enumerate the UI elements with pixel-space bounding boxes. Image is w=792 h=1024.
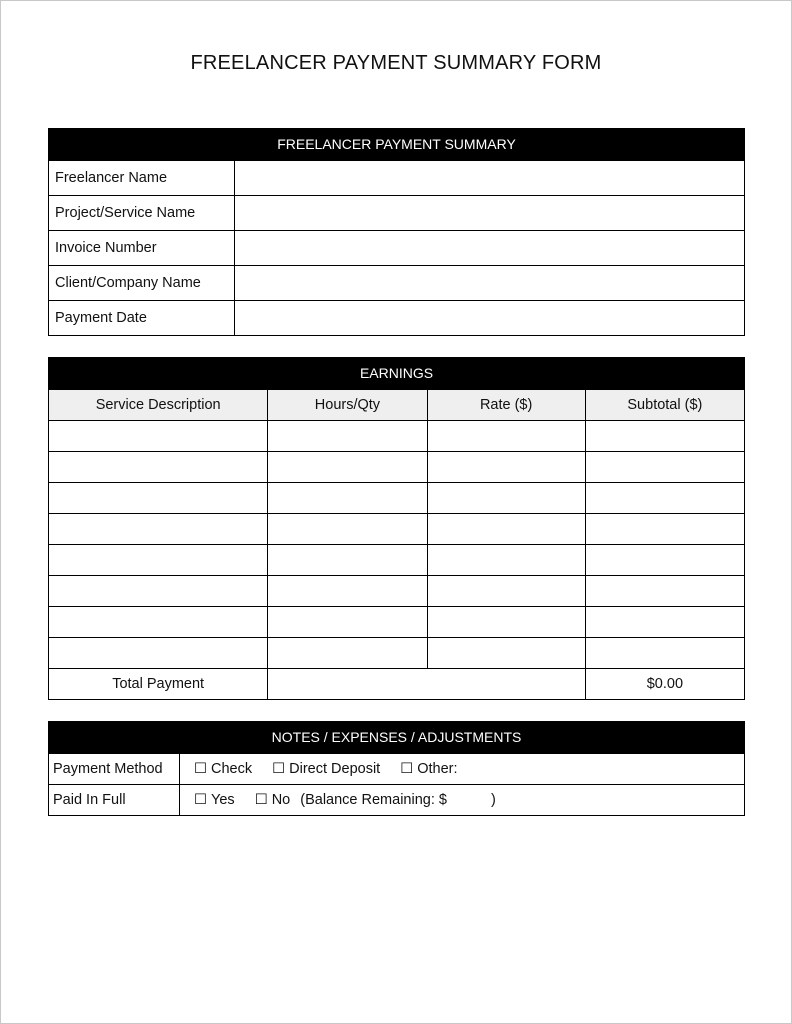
client-name-field[interactable]	[235, 266, 745, 301]
option-label: Yes	[211, 792, 235, 808]
earnings-row	[49, 607, 745, 638]
earnings-row	[49, 421, 745, 452]
hours-qty-cell[interactable]	[268, 545, 427, 576]
rate-cell[interactable]	[427, 483, 585, 514]
earnings-row	[49, 452, 745, 483]
summary-row	[49, 266, 745, 301]
rate-cell[interactable]	[427, 607, 585, 638]
summary-row	[49, 161, 745, 196]
rate-cell[interactable]	[427, 421, 585, 452]
subtotal-cell[interactable]	[585, 421, 744, 452]
paid-in-full-options	[180, 785, 745, 816]
check-option[interactable]	[194, 761, 252, 777]
column-header: Service Description	[49, 390, 268, 421]
subtotal-cell[interactable]	[585, 545, 744, 576]
summary-table	[48, 160, 745, 336]
payment-method-options	[180, 754, 745, 785]
subtotal-cell[interactable]	[585, 607, 744, 638]
option-label: Other:	[417, 761, 458, 777]
field-label: Freelancer Name	[49, 161, 235, 196]
option-label: Check	[211, 761, 253, 777]
earnings-row	[49, 576, 745, 607]
service-description-cell[interactable]	[49, 514, 268, 545]
subtotal-cell[interactable]	[585, 483, 744, 514]
summary-section	[48, 128, 745, 336]
hours-qty-cell[interactable]	[268, 607, 427, 638]
paid-in-full-row	[49, 785, 745, 816]
earnings-table	[48, 389, 745, 700]
balance-close-paren: )	[490, 792, 496, 808]
field-label: Project/Service Name	[49, 196, 235, 231]
column-header: Hours/Qty	[268, 390, 427, 421]
subtotal-cell[interactable]	[585, 576, 744, 607]
summary-row	[49, 231, 745, 266]
hours-qty-cell[interactable]	[268, 421, 427, 452]
rate-cell[interactable]	[427, 576, 585, 607]
service-description-cell[interactable]	[49, 545, 268, 576]
earnings-row	[49, 483, 745, 514]
hours-qty-cell[interactable]	[268, 483, 427, 514]
rate-cell[interactable]	[427, 452, 585, 483]
field-label: Invoice Number	[49, 231, 235, 266]
rate-cell[interactable]	[427, 638, 585, 669]
service-description-cell[interactable]	[49, 483, 268, 514]
total-payment-value: $0.00	[585, 669, 744, 700]
freelancer-name-field[interactable]	[235, 161, 745, 196]
project-name-field[interactable]	[235, 196, 745, 231]
notes-section	[48, 721, 745, 816]
field-label: Client/Company Name	[49, 266, 235, 301]
yes-option[interactable]	[194, 792, 235, 808]
checkbox-icon[interactable]: ☐	[194, 761, 207, 777]
paid-in-full-label: Paid In Full	[49, 785, 180, 816]
no-option[interactable]	[255, 792, 291, 808]
subtotal-cell[interactable]	[585, 452, 744, 483]
subtotal-cell[interactable]	[585, 514, 744, 545]
field-label: Payment Date	[49, 301, 235, 336]
direct-deposit-option[interactable]	[272, 761, 380, 777]
service-description-cell[interactable]	[49, 452, 268, 483]
total-payment-label: Total Payment	[49, 669, 268, 700]
service-description-cell[interactable]	[49, 638, 268, 669]
column-header: Subtotal ($)	[585, 390, 744, 421]
summary-row	[49, 301, 745, 336]
invoice-number-field[interactable]	[235, 231, 745, 266]
earnings-column-headers	[49, 390, 745, 421]
summary-row	[49, 196, 745, 231]
rate-cell[interactable]	[427, 545, 585, 576]
total-blank-cell	[268, 669, 585, 700]
notes-table	[48, 753, 745, 816]
column-header: Rate ($)	[427, 390, 585, 421]
hours-qty-cell[interactable]	[268, 638, 427, 669]
summary-header: FREELANCER PAYMENT SUMMARY	[48, 128, 745, 160]
payment-method-row	[49, 754, 745, 785]
earnings-row	[49, 545, 745, 576]
hours-qty-cell[interactable]	[268, 576, 427, 607]
subtotal-cell[interactable]	[585, 638, 744, 669]
hours-qty-cell[interactable]	[268, 452, 427, 483]
balance-remaining-text: (Balance Remaining: $	[300, 792, 447, 808]
checkbox-icon[interactable]: ☐	[194, 792, 207, 808]
earnings-row	[49, 638, 745, 669]
checkbox-icon[interactable]: ☐	[272, 761, 286, 777]
option-label: No	[271, 792, 291, 808]
checkbox-icon[interactable]: ☐	[254, 792, 268, 808]
earnings-section	[48, 357, 745, 700]
notes-header: NOTES / EXPENSES / ADJUSTMENTS	[48, 721, 745, 753]
service-description-cell[interactable]	[49, 607, 268, 638]
payment-date-field[interactable]	[235, 301, 745, 336]
hours-qty-cell[interactable]	[268, 514, 427, 545]
payment-method-label: Payment Method	[49, 754, 180, 785]
other-option[interactable]	[400, 761, 457, 777]
service-description-cell[interactable]	[49, 421, 268, 452]
total-row	[49, 669, 745, 700]
earnings-row	[49, 514, 745, 545]
service-description-cell[interactable]	[49, 576, 268, 607]
earnings-header: EARNINGS	[48, 357, 745, 389]
checkbox-icon[interactable]: ☐	[400, 761, 414, 777]
option-label: Direct Deposit	[289, 761, 381, 777]
rate-cell[interactable]	[427, 514, 585, 545]
page-title: FREELANCER PAYMENT SUMMARY FORM	[190, 52, 602, 74]
